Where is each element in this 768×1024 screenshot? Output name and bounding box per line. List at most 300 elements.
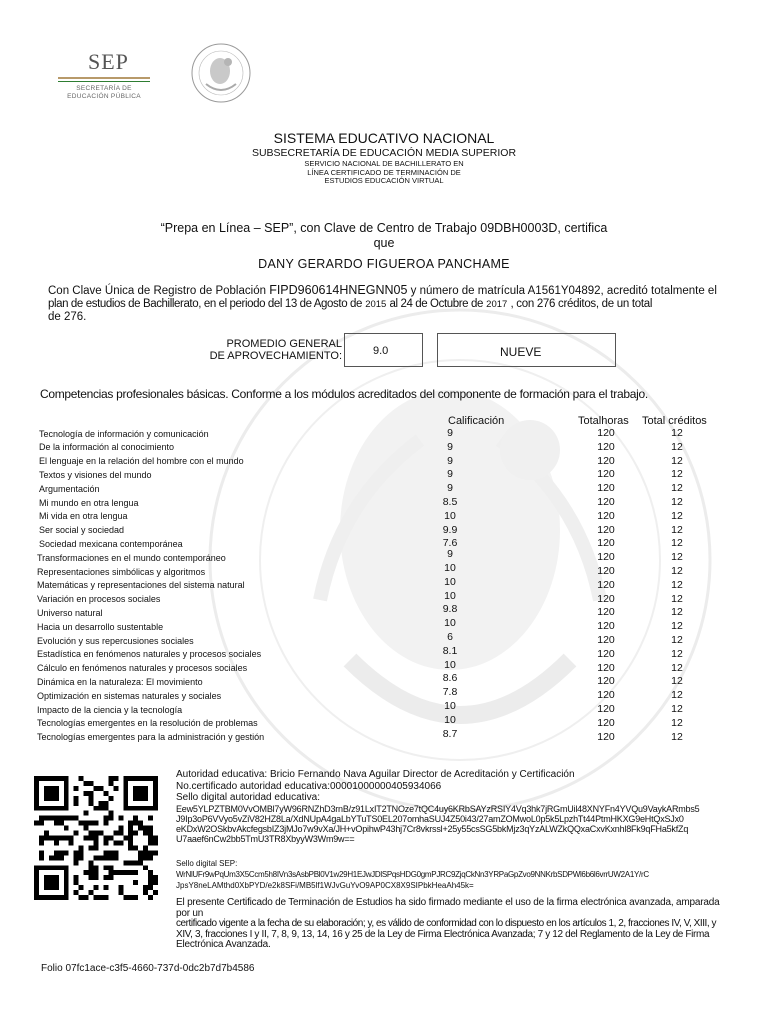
table-row-credits: 12 — [671, 454, 683, 467]
qr-module — [94, 855, 99, 860]
table-row-credits: 12 — [671, 565, 683, 577]
sep-logo-word: SEP — [88, 49, 129, 74]
certification-paragraph — [48, 284, 724, 324]
qr-module — [128, 836, 133, 841]
qr-module — [89, 860, 94, 865]
table-row-subject: Sociedad mexicana contemporánea — [39, 538, 183, 549]
qr-module — [103, 885, 108, 890]
qr-module — [89, 845, 94, 850]
qr-module — [44, 786, 59, 801]
table-row-grade: 8.1 — [442, 644, 458, 657]
table-row-subject: Optimización en sistemas naturales y sociales — [37, 690, 222, 701]
qr-module — [153, 836, 158, 841]
qr-module — [69, 840, 74, 845]
qr-module — [113, 840, 118, 845]
qr-module — [94, 836, 99, 841]
qr-module — [94, 895, 99, 900]
qr-module — [108, 850, 113, 855]
qr-module — [84, 895, 89, 900]
table-row-hours: 120 — [597, 620, 615, 633]
qr-module — [64, 850, 69, 855]
qr-module — [89, 821, 94, 826]
qr-module — [59, 821, 64, 826]
qr-module — [84, 870, 89, 875]
qr-module — [54, 855, 59, 860]
qr-module — [143, 826, 148, 831]
table-row-grade: 9.9 — [442, 523, 458, 536]
qr-module — [44, 875, 59, 890]
certification-line: “Prepa en Línea – SEP”, con Clave de Centro de Trabajo 09DBH0003D, certifica — [160, 221, 608, 235]
qr-module — [103, 801, 108, 806]
qr-module — [103, 875, 108, 880]
table-row-hours: 120 — [597, 606, 615, 619]
qr-module — [133, 870, 138, 875]
qr-module — [34, 821, 39, 826]
table-row-credits: 12 — [671, 427, 683, 439]
qr-module — [143, 865, 148, 870]
qr-module — [59, 836, 64, 841]
table-row-subject: Matemáticas y representaciones del sistema natural — [37, 580, 245, 591]
qr-module — [89, 875, 94, 880]
title-line4: LÍNEA CERTIFICADO DE TERMINACIÓN DE — [307, 167, 461, 177]
qr-code-icon — [34, 776, 158, 900]
table-row-grade: 8.7 — [442, 727, 458, 740]
table-row-credits: 12 — [671, 703, 683, 715]
qr-module — [94, 875, 99, 880]
qr-module — [74, 850, 79, 855]
paragraph-l1a: Con Clave Única de Registro de Población — [48, 285, 266, 297]
qr-module — [103, 791, 108, 796]
qr-module — [54, 836, 59, 841]
folio-number: Folio 07fc1ace-c3f5-4660-737d-0dc2b7d7b4586 — [41, 963, 255, 974]
table-row-credits: 12 — [671, 647, 683, 660]
table-row-credits: 12 — [671, 689, 683, 702]
qr-module — [74, 831, 79, 836]
qr-module — [148, 885, 153, 890]
qr-module — [108, 816, 113, 821]
table-row-hours: 120 — [597, 537, 615, 550]
sep-logo-subtitle — [54, 85, 154, 101]
competencias-heading: Competencias profesionales básicas. Conforme a los módulos acreditados del componente de formación para el trabajo. — [40, 387, 648, 401]
table-row-hours: 120 — [597, 523, 615, 536]
qr-module — [84, 781, 89, 786]
qr-module — [54, 840, 59, 845]
table-row-subject: Mi mundo en otra lengua — [39, 497, 139, 508]
sep-logo-rule-green — [58, 81, 150, 82]
qr-module — [74, 890, 79, 895]
qr-module — [74, 880, 79, 885]
table-row-grade: 9 — [447, 440, 453, 453]
qr-module — [94, 865, 99, 870]
average-value-words: NUEVE — [500, 345, 542, 359]
table-row-subject: Impacto de la ciencia y la tecnología — [37, 704, 183, 715]
qr-module — [89, 791, 94, 796]
qr-module — [98, 895, 103, 900]
qr-module — [79, 895, 84, 900]
qr-module — [113, 831, 118, 836]
table-row-credits: 12 — [671, 468, 683, 481]
qr-module — [128, 831, 133, 836]
table-row-subject: El lenguaje en la relación del hombre con el mundo — [39, 456, 244, 467]
qr-module — [79, 855, 84, 860]
qr-module — [148, 875, 153, 880]
table-row-grade: 7.6 — [442, 537, 458, 550]
table-row-hours: 120 — [597, 716, 615, 729]
table-row-hours: 120 — [597, 647, 615, 660]
table-row-credits: 12 — [671, 537, 683, 550]
table-row-subject: Cálculo en fenómenos naturales y procesos sociales — [37, 663, 248, 674]
table-row-hours: 120 — [597, 482, 615, 495]
qr-module — [153, 875, 158, 880]
qr-module — [108, 796, 113, 801]
qr-module — [84, 821, 89, 826]
table-row-credits: 12 — [671, 592, 683, 605]
qr-module — [138, 855, 143, 860]
qr-module — [44, 816, 49, 821]
qr-module — [148, 850, 153, 855]
qr-module — [133, 831, 138, 836]
qr-module — [118, 870, 123, 875]
qr-module — [54, 816, 59, 821]
table-row-hours: 120 — [597, 440, 615, 453]
qr-module — [98, 801, 103, 806]
table-row-grade: 9.8 — [442, 603, 458, 616]
qr-module — [59, 855, 64, 860]
qr-module — [148, 840, 153, 845]
qr-module — [94, 840, 99, 845]
qr-module — [94, 806, 99, 811]
table-row-grade: 10 — [444, 575, 456, 588]
qr-module — [74, 786, 79, 791]
qr-module — [79, 885, 84, 890]
qr-module — [79, 845, 84, 850]
qr-module — [69, 816, 74, 821]
table-row-subject: Universo natural — [37, 607, 103, 618]
qr-module — [113, 776, 118, 781]
table-row-subject: Estadística en fenómenos naturales y procesos sociales — [37, 649, 262, 660]
qr-module — [133, 786, 148, 801]
table-row-subject: Mi vida en otra lengua — [39, 511, 128, 522]
qr-module — [79, 776, 84, 781]
qr-module — [128, 895, 133, 900]
qr-module — [133, 845, 138, 850]
table-row-grade: 10 — [444, 562, 456, 574]
qr-module — [148, 816, 153, 821]
qr-module — [64, 836, 69, 841]
average-value: 9.0 — [373, 345, 389, 357]
title-sistema-educativo: SISTEMA EDUCATIVO NACIONAL — [273, 130, 495, 146]
qr-module — [74, 860, 79, 865]
qr-module — [84, 811, 89, 816]
qr-module — [108, 870, 113, 875]
sep-seal-line1: WrNlUFr9wPqUm3X5Ccm5h8IVn3sAsbPBl0V1w29H1EJwJDlSPqsHDG0gmPJRC9ZjqCkNn3YRPaGpZvo9NNKrbSDPWl6b6l6vrrUW2A1Y/rC — [176, 870, 649, 879]
qr-module — [143, 890, 148, 895]
table-row-subject: Dinámica en la naturaleza: El movimiento — [37, 676, 203, 687]
qr-module — [143, 850, 148, 855]
qr-module — [118, 831, 123, 836]
qr-module — [64, 826, 69, 831]
authority-seal-line1: Eew5YLPZTBM0VvOMBl7yW96RNZhD3rnB/z91LxIT2TNOze7tQC4uy6KRbSAYzRSIY4Vq3hk7jRGmUil48XNYFn4YVQu9VaykARmbs5 — [176, 803, 700, 814]
qr-module — [118, 826, 123, 831]
qr-module — [103, 895, 108, 900]
qr-module — [103, 821, 108, 826]
title-line3: SERVICIO NACIONAL DE BACHILLERATO EN — [304, 159, 464, 168]
qr-module — [108, 875, 113, 880]
qr-module — [108, 811, 113, 816]
table-row-grade: 7.8 — [442, 686, 458, 699]
qr-module — [128, 870, 133, 875]
table-row-credits: 12 — [671, 620, 683, 633]
table-row-grade: 9 — [447, 427, 453, 439]
qr-module — [44, 836, 49, 841]
legal-line4: Electrónica Avanzada. — [176, 939, 271, 950]
qr-module — [123, 895, 128, 900]
qr-module — [54, 821, 59, 826]
table-row-subject: Tecnologías emergentes en la resolución de problemas — [37, 718, 258, 729]
qr-module — [143, 845, 148, 850]
table-row-grade: 10 — [444, 589, 456, 602]
qr-module — [118, 885, 123, 890]
header-total-horas: Totalhoras — [578, 415, 629, 427]
table-row-subject: Tecnologías emergentes para la administración y gestión — [37, 732, 265, 743]
qr-module — [98, 855, 103, 860]
qr-module — [148, 855, 153, 860]
table-row-hours: 120 — [597, 496, 615, 508]
paragraph-l3: de 276. — [48, 311, 87, 323]
table-row-credits: 12 — [671, 551, 683, 564]
authority-digital-seal — [176, 804, 736, 844]
table-row-subject: Representaciones simbólicas y algoritmos — [37, 566, 206, 577]
table-row-subject: De la información al conocimiento — [39, 442, 175, 453]
table-row-subject: Variación en procesos sociales — [37, 594, 161, 605]
qr-module — [79, 850, 84, 855]
legal-line2: certificado vigente a la fecha de su elaboración; y, es válido de conformidad con lo dispuesto en los artículos 1, 2, fracciones IV, V, XIII, y — [176, 918, 717, 929]
qr-module — [118, 890, 123, 895]
average-label — [196, 338, 342, 362]
qr-module — [74, 816, 79, 821]
table-row-hours: 120 — [597, 675, 615, 688]
table-row-credits: 12 — [671, 440, 683, 453]
qr-module — [133, 860, 138, 865]
paragraph-l1b: y número de matrícula A1561Y04892, acreditó totalmente el — [410, 285, 717, 297]
table-row-hours: 120 — [597, 592, 615, 605]
national-seal-icon — [190, 42, 252, 104]
qr-module — [103, 816, 108, 821]
qr-module — [89, 801, 94, 806]
qr-module — [153, 850, 158, 855]
qr-module — [89, 865, 94, 870]
qr-module — [133, 821, 138, 826]
qr-module — [39, 840, 44, 845]
qr-module — [39, 836, 44, 841]
table-row-credits: 12 — [671, 634, 683, 646]
table-row-hours: 120 — [597, 703, 615, 715]
qr-module — [108, 855, 113, 860]
qr-module — [64, 816, 69, 821]
table-row-credits: 12 — [671, 496, 683, 508]
qr-module — [108, 781, 113, 786]
qr-module — [133, 816, 138, 821]
qr-module — [108, 776, 113, 781]
year-end: 2017 — [486, 299, 508, 310]
sep-seal-label: Sello digital SEP: — [176, 859, 238, 868]
curp-value: FIPD960614HNEGNN05 — [269, 283, 408, 297]
qr-module — [103, 806, 108, 811]
sep-logo-rule-gold — [58, 77, 150, 79]
qr-module — [94, 845, 99, 850]
table-row-grade: 10 — [444, 658, 456, 671]
qr-module — [74, 796, 79, 801]
qr-module — [103, 865, 108, 870]
qr-module — [143, 855, 148, 860]
qr-module — [89, 890, 94, 895]
qr-module — [84, 826, 89, 831]
average-value-box — [344, 333, 423, 367]
qr-module — [44, 831, 49, 836]
table-row-credits: 12 — [671, 606, 683, 619]
qr-module — [49, 816, 54, 821]
sep-seal-line2: JpsY8neLAMthd0XbPYD/e2k8SFi/MB5lf1WJvGuYvO9AP0CX8X9SIPbkHeaAh45k= — [176, 881, 474, 890]
qr-module — [123, 860, 128, 865]
qr-module — [138, 860, 143, 865]
qr-module — [94, 821, 99, 826]
qr-module — [153, 840, 158, 845]
qr-module — [98, 831, 103, 836]
sep-logo-sub2: EDUCACIÓN PÚBLICA — [67, 93, 141, 100]
title-subsecretaria: SUBSECRETARÍA DE EDUCACIÓN MEDIA SUPERIOR — [251, 147, 517, 159]
table-row-grade: 6 — [447, 631, 453, 643]
qr-module — [148, 831, 153, 836]
qr-module — [118, 840, 123, 845]
table-row-grade: 9 — [447, 468, 453, 481]
qr-module — [94, 885, 99, 890]
table-row-hours: 120 — [597, 427, 615, 439]
sep-logo-sub1: SECRETARÍA DE — [76, 85, 132, 92]
qr-module — [108, 836, 113, 841]
header-total-creditos: Total créditos — [642, 415, 707, 427]
qr-module — [74, 855, 79, 860]
qr-module — [123, 836, 128, 841]
authority-line1: Autoridad educativa: Bricio Fernando Nava Aguilar Director de Acreditación y Certificación — [176, 769, 575, 780]
qr-module — [49, 836, 54, 841]
average-label-line1: PROMEDIO GENERAL — [226, 338, 342, 350]
paragraph-l2c: , con 276 créditos, de un total — [510, 298, 653, 310]
qr-module — [128, 860, 133, 865]
qr-module — [98, 806, 103, 811]
qr-module — [138, 826, 143, 831]
qr-module — [39, 855, 44, 860]
qr-module — [59, 816, 64, 821]
table-row-grade: 8.5 — [442, 496, 458, 508]
table-row-subject: Textos y visiones del mundo — [39, 469, 152, 480]
qr-module — [113, 855, 118, 860]
qr-module — [94, 831, 99, 836]
average-words-box — [437, 333, 616, 367]
authority-line2: No.certificado autoridad educativa:00001000000405934066 — [176, 780, 442, 792]
table-row-grade: 10 — [444, 509, 456, 522]
legal-line1: El presente Certificado de Terminación de Estudios ha sido firmado mediante el uso de la firma electrónica avanzada, amparada por un — [176, 897, 720, 919]
qr-module — [138, 821, 143, 826]
qr-module — [39, 850, 44, 855]
table-row-subject: Evolución y sus repercusiones sociales — [37, 635, 194, 646]
qr-module — [148, 836, 153, 841]
table-row-grade: 8.6 — [442, 672, 458, 685]
qr-module — [69, 836, 74, 841]
table-row-subject: Tecnología de información y comunicación — [39, 428, 209, 439]
qr-module — [84, 791, 89, 796]
table-row-grade: 9 — [447, 454, 453, 467]
table-row-grade: 9 — [447, 548, 453, 561]
table-row-hours: 120 — [597, 565, 615, 577]
sep-logo — [54, 45, 154, 105]
table-row-hours: 120 — [597, 661, 615, 674]
qr-module — [74, 801, 79, 806]
qr-module — [128, 826, 133, 831]
qr-module — [148, 870, 153, 875]
qr-module — [133, 895, 138, 900]
table-row-grade: 10 — [444, 713, 456, 726]
table-row-credits: 12 — [671, 523, 683, 536]
table-row-subject: Ser social y sociedad — [39, 525, 125, 536]
authority-line3: Sello digital autoridad educativa: — [176, 792, 320, 803]
table-row-grade: 10 — [444, 617, 456, 630]
qr-module — [39, 816, 44, 821]
table-row-subject: Hacia un desarrollo sustentable — [37, 621, 164, 632]
qr-module — [128, 840, 133, 845]
qr-module — [89, 836, 94, 841]
table-row-hours: 120 — [597, 578, 615, 591]
table-row-hours: 120 — [597, 509, 615, 522]
qr-module — [108, 865, 113, 870]
qr-module — [148, 826, 153, 831]
qr-module — [89, 831, 94, 836]
header-calificacion: Calificación — [448, 415, 505, 427]
qr-module — [148, 880, 153, 885]
table-row-hours: 120 — [597, 689, 615, 702]
table-row-credits: 12 — [671, 578, 683, 591]
qr-module — [49, 855, 54, 860]
authority-seal-line4: U7aaef6nCw2bb5TmU3TR8XbyyW3Wm9w== — [176, 833, 355, 844]
qr-module — [128, 845, 133, 850]
qr-module — [103, 850, 108, 855]
table-row-hours: 120 — [597, 468, 615, 481]
qr-module — [89, 781, 94, 786]
legal-statement — [176, 898, 732, 951]
qr-module — [138, 850, 143, 855]
qr-module — [113, 870, 118, 875]
average-label-line2: DE APROVECHAMIENTO: — [209, 350, 342, 362]
qr-module — [89, 870, 94, 875]
table-row-credits: 12 — [671, 716, 683, 729]
table-row-hours: 120 — [597, 634, 615, 646]
qr-module — [148, 895, 153, 900]
table-row-subject: Argumentación — [39, 483, 100, 494]
qr-module — [153, 890, 158, 895]
title-line5: ESTUDIOS EDUCACIÓN VIRTUAL — [324, 176, 444, 185]
table-row-credits: 12 — [671, 482, 683, 495]
qr-module — [89, 796, 94, 801]
table-row-hours: 120 — [597, 454, 615, 467]
qr-module — [98, 786, 103, 791]
qr-module — [113, 786, 118, 791]
qr-module — [84, 836, 89, 841]
authority-block — [176, 769, 736, 844]
certification-que: que — [373, 236, 395, 250]
table-row-grade: 9 — [447, 482, 453, 495]
qr-module — [74, 875, 79, 880]
title-servicio-block — [0, 160, 768, 186]
student-name: DANY GERARDO FIGUEROA PANCHAME — [258, 257, 510, 271]
